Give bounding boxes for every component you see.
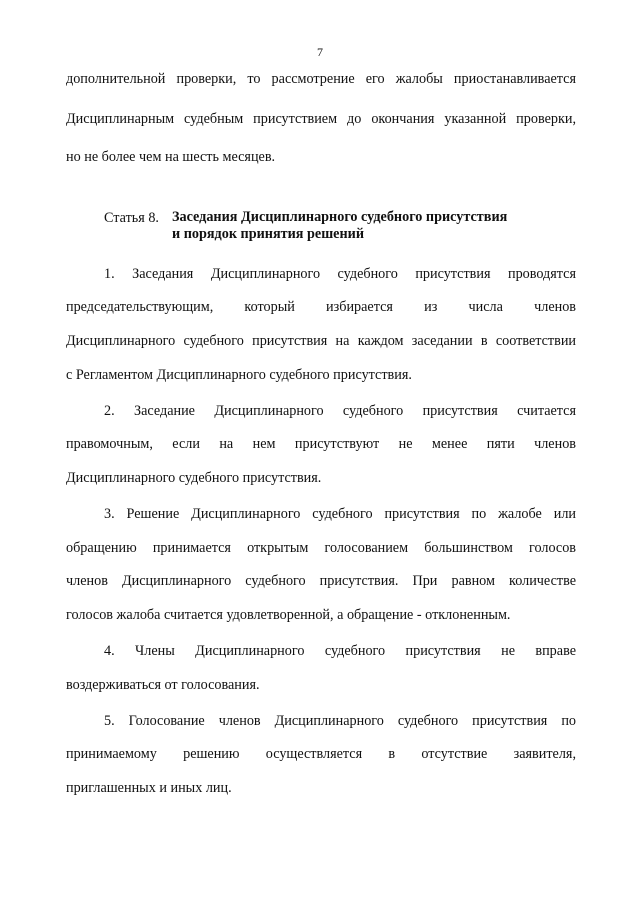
paragraph-2-line: 2. Заседание Дисциплинарного судебного присутствия считается — [104, 403, 576, 419]
paragraph-4-line: воздерживаться от голосования. — [66, 677, 260, 693]
paragraph-1-line: Дисциплинарного судебного присутствия на каждом заседании в соответствии — [66, 333, 576, 349]
paragraph-2-line: правомочным, если на нем присутствуют не менее пяти членов — [66, 436, 576, 452]
page-number: 7 — [317, 45, 323, 59]
paragraph-5-line: принимаемому решению осуществляется в отсутствие заявителя, — [66, 746, 576, 762]
article-title-line-2: и порядок принятия решений — [172, 226, 364, 242]
paragraph-2-line: Дисциплинарного судебного присутствия. — [66, 470, 322, 486]
paragraph-5-line: приглашенных и иных лиц. — [66, 780, 232, 796]
article-title-line-1: Заседания Дисциплинарного судебного присутствия — [172, 209, 508, 225]
paragraph-3-line: голосов жалоба считается удовлетворенной, а обращение - отклоненным. — [66, 607, 511, 623]
paragraph-3-line: членов Дисциплинарного судебного присутствия. При равном количестве — [66, 573, 576, 589]
paragraph-1-line: с Регламентом Дисциплинарного судебного присутствия. — [66, 367, 412, 383]
article-label: Статья 8. — [104, 210, 159, 226]
paragraph-4-line: 4. Члены Дисциплинарного судебного присутствия не вправе — [104, 643, 576, 659]
intro-line: Дисциплинарным судебным присутствием до окончания указанной проверки, — [66, 111, 576, 127]
intro-line: но не более чем на шесть месяцев. — [66, 149, 276, 165]
paragraph-3-line: 3. Решение Дисциплинарного судебного присутствия по жалобе или — [104, 506, 576, 522]
intro-line: дополнительной проверки, то рассмотрение его жалобы приостанавливается — [66, 71, 576, 87]
paragraph-3-line: обращению принимается открытым голосованием большинством голосов — [66, 540, 576, 556]
paragraph-1-line: 1. Заседания Дисциплинарного судебного присутствия проводятся — [104, 266, 576, 282]
paragraph-1-line: председательствующим, который избирается из числа членов — [66, 299, 576, 315]
paragraph-5-line: 5. Голосование членов Дисциплинарного судебного присутствия по — [104, 713, 576, 729]
